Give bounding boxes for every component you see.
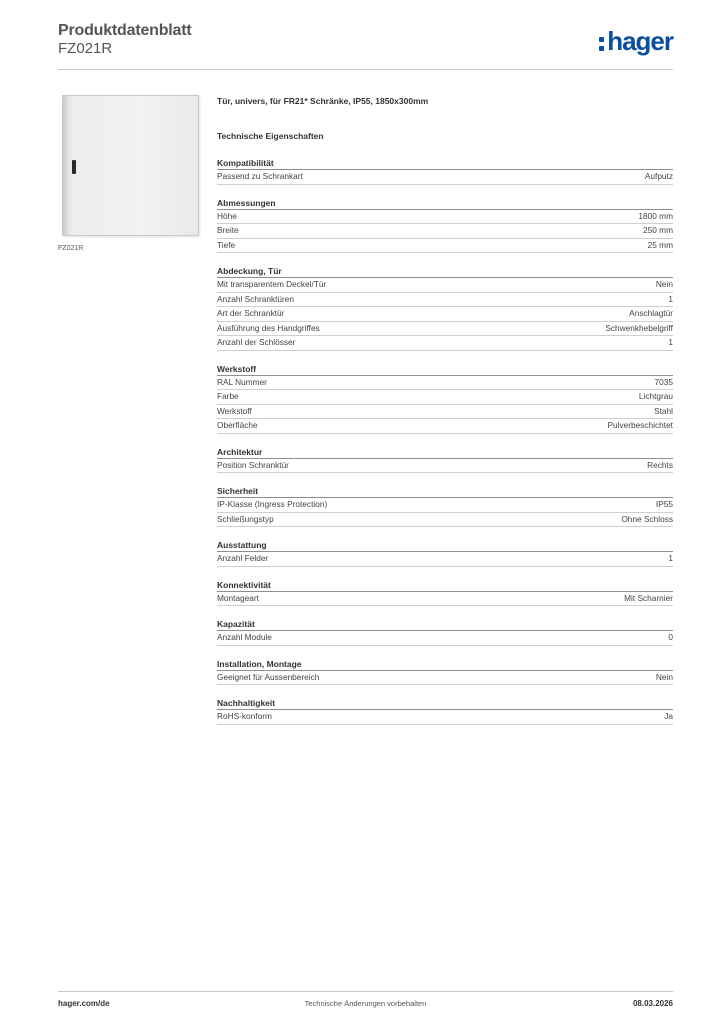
spec-value: Schwenkhebelgriff xyxy=(605,322,673,333)
spec-row xyxy=(217,671,673,686)
page-header xyxy=(58,22,673,70)
spec-section xyxy=(217,447,673,474)
spec-section xyxy=(217,540,673,567)
spec-row xyxy=(217,293,673,308)
spec-section xyxy=(217,619,673,646)
spec-label: Position Schranktür xyxy=(217,459,289,470)
door-handle-icon xyxy=(72,160,76,174)
spec-label: Anzahl Felder xyxy=(217,553,269,563)
document-title: Produktdatenblatt xyxy=(58,22,192,39)
spec-row xyxy=(217,419,673,434)
footer-notice: Technische Änderungen vorbehalten xyxy=(304,999,427,1008)
section-title: Kapazität xyxy=(217,619,673,631)
spec-label: Montageart xyxy=(217,592,259,603)
spec-label: Ausführung des Handgriffes xyxy=(217,322,320,333)
section-title: Kompatibilität xyxy=(217,158,673,170)
spec-row xyxy=(217,170,673,185)
spec-value: 1 xyxy=(668,293,673,304)
spec-label: Schließungstyp xyxy=(217,513,274,524)
spec-value: Nein xyxy=(655,279,673,289)
spec-value: Mit Scharnier xyxy=(624,592,673,603)
spec-section xyxy=(217,486,673,527)
spec-section xyxy=(217,266,673,351)
spec-row xyxy=(217,592,673,607)
spec-label: Mit transparentem Deckel/Tür xyxy=(217,279,327,289)
spec-row xyxy=(217,552,673,567)
spec-label: Höhe xyxy=(217,210,237,221)
spec-value: Aufputz xyxy=(644,171,673,181)
section-title: Nachhaltigkeit xyxy=(217,698,673,710)
section-title: Sicherheit xyxy=(217,486,673,498)
spec-label: Oberfläche xyxy=(217,420,258,430)
spec-row xyxy=(217,239,673,254)
spec-value: Pulverbeschichtet xyxy=(607,420,673,430)
spec-value: IP55 xyxy=(655,499,673,509)
spec-value: Anschlagtür xyxy=(629,308,673,318)
spec-value: Lichtgrau xyxy=(638,391,673,401)
spec-label: Art der Schranktür xyxy=(217,308,285,318)
spec-label: Passend zu Schrankart xyxy=(217,171,303,181)
spec-row xyxy=(217,336,673,351)
spec-value: 0 xyxy=(668,632,673,642)
spec-row xyxy=(217,498,673,513)
section-title: Ausstattung xyxy=(217,540,673,552)
spec-value: 1800 mm xyxy=(638,210,673,221)
spec-section xyxy=(217,580,673,607)
spec-section xyxy=(217,158,673,185)
spec-value: 7035 xyxy=(654,376,673,387)
spec-value: Stahl xyxy=(654,405,673,416)
spec-label: Anzahl der Schlösser xyxy=(217,337,296,347)
logo-text: hager xyxy=(607,26,673,56)
section-title: Abmessungen xyxy=(217,198,673,210)
spec-row xyxy=(217,405,673,420)
spec-value: 1 xyxy=(668,337,673,347)
footer-date: 08.03.2026 xyxy=(632,999,673,1008)
spec-value: 1 xyxy=(668,553,673,563)
image-caption: FZ021R xyxy=(58,245,84,252)
product-image xyxy=(58,91,203,238)
spec-label: IP-Klasse (Ingress Protection) xyxy=(217,499,328,509)
spec-row xyxy=(217,710,673,725)
cabinet-door-image xyxy=(62,95,199,236)
spec-label: Anzahl Module xyxy=(217,632,272,642)
hager-logo xyxy=(599,26,673,57)
spec-row xyxy=(217,307,673,322)
section-title: Installation, Montage xyxy=(217,659,673,671)
spec-value: 25 mm xyxy=(647,239,673,250)
spec-content xyxy=(217,96,673,725)
spec-row xyxy=(217,390,673,405)
spec-label: RoHS-konform xyxy=(217,711,272,721)
spec-value: Nein xyxy=(655,671,673,682)
spec-row xyxy=(217,322,673,337)
footer-website: hager.com/de xyxy=(58,999,110,1008)
spec-section xyxy=(217,698,673,725)
product-description: Tür, univers, für FR21* Schränke, IP55, 1850x300mm xyxy=(217,96,429,106)
spec-value: Ohne Schloss xyxy=(621,513,673,524)
spec-row xyxy=(217,210,673,225)
spec-value: Ja xyxy=(664,711,673,721)
section-title: Konnektivität xyxy=(217,580,673,592)
section-title: Architektur xyxy=(217,447,673,459)
logo-dots-icon xyxy=(599,37,604,51)
section-title: Werkstoff xyxy=(217,364,673,376)
spec-section xyxy=(217,198,673,254)
technical-properties-title: Technische Eigenschaften xyxy=(217,131,324,141)
spec-label: RAL Nummer xyxy=(217,376,267,387)
spec-label: Breite xyxy=(217,225,239,235)
spec-sections xyxy=(217,158,673,725)
spec-row xyxy=(217,224,673,239)
spec-value: Rechts xyxy=(647,459,673,470)
spec-section xyxy=(217,364,673,434)
spec-row xyxy=(217,513,673,528)
spec-value: 250 mm xyxy=(643,225,673,235)
spec-label: Geeignet für Aussenbereich xyxy=(217,671,320,682)
spec-row xyxy=(217,459,673,474)
page-footer xyxy=(58,991,673,1011)
spec-section xyxy=(217,659,673,686)
spec-row xyxy=(217,376,673,391)
spec-label: Werkstoff xyxy=(217,405,252,416)
spec-label: Farbe xyxy=(217,391,239,401)
spec-row xyxy=(217,631,673,646)
spec-label: Anzahl Schranktüren xyxy=(217,293,295,304)
spec-row xyxy=(217,278,673,293)
product-code: FZ021R xyxy=(58,40,113,57)
section-title: Abdeckung, Tür xyxy=(217,266,673,278)
spec-label: Tiefe xyxy=(217,239,236,250)
